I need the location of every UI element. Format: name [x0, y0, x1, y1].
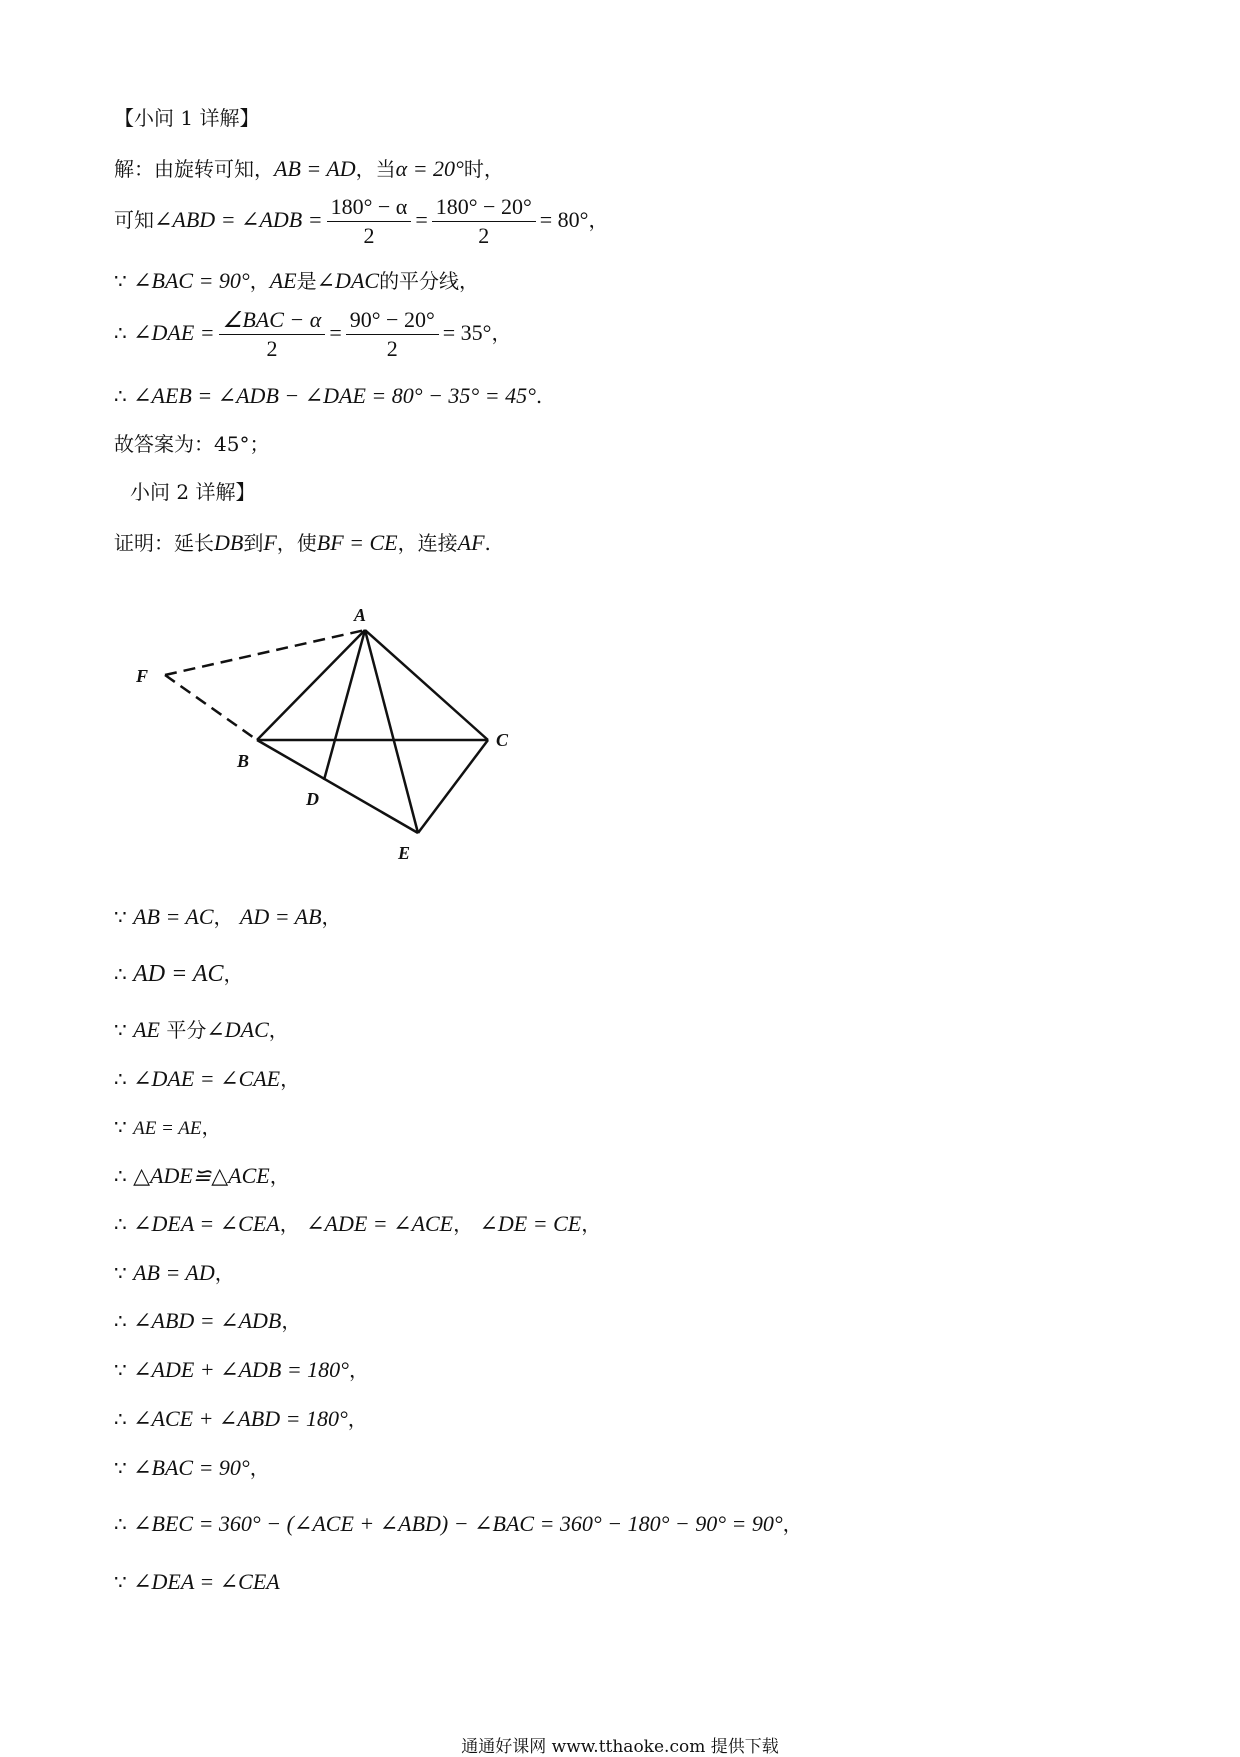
math-expr: ∠BAC = 90° [133, 268, 250, 293]
text: 平分 [166, 1018, 207, 1042]
proof-step [114, 1310, 301, 1332]
math-expr: ∠DEA = ∠CEA [133, 1211, 280, 1236]
proof-step [114, 1117, 222, 1138]
math-expr: ∠ABD = ∠ADB = [154, 207, 323, 232]
segment-fa-dashed [165, 630, 365, 675]
math-expr: α = 20° [395, 156, 464, 181]
math-expr: = 80° [539, 207, 589, 232]
text: ， [249, 269, 270, 293]
label-b: B [237, 751, 250, 771]
text: ，连接 [397, 531, 458, 555]
math-expr: AE = AE [133, 1118, 202, 1139]
fraction-denominator: 2 [266, 336, 278, 361]
proof-step [114, 1513, 803, 1535]
math-expr: AD = AB [239, 904, 322, 929]
fraction-numerator: ∠BAC − α [219, 309, 326, 335]
text: 的平分线， [379, 269, 480, 293]
text: ， [280, 1067, 301, 1091]
segment-fb-dashed [165, 675, 257, 740]
text: ， [223, 962, 244, 986]
math-expr: ∠AEB = ∠ADB − ∠DAE = 80° − 35° = 45° [133, 383, 536, 408]
math-expr: ∠ADE + ∠ADB = 180° [133, 1357, 349, 1382]
part1-line-1 [114, 158, 504, 180]
text: 到 [243, 531, 264, 555]
text: . [484, 531, 491, 555]
text: 证明：延长 [114, 531, 214, 555]
label-f: F [136, 666, 149, 686]
text: ， [491, 321, 512, 345]
part2-proof-intro [114, 532, 491, 554]
label-e: E [398, 843, 411, 863]
math-expr: AF [457, 530, 485, 555]
proof-step [114, 1571, 280, 1593]
fraction [432, 196, 536, 247]
math-expr: AE [269, 268, 297, 293]
fraction [327, 196, 412, 247]
label-a: A [354, 605, 367, 625]
therefore-symbol: ∴ [114, 1512, 127, 1536]
part1-line-2 [114, 196, 608, 247]
because-symbol: ∵ [114, 1456, 127, 1480]
fraction-numerator: 90° − 20° [346, 309, 439, 335]
segment-ac [365, 630, 488, 740]
math-expr: BF = CE [316, 530, 398, 555]
proof-step [114, 1359, 369, 1381]
proof-step [114, 1165, 290, 1187]
math-expr: AB = AC [133, 904, 214, 929]
math-expr: ∠ADE = ∠ACE [306, 1211, 454, 1236]
therefore-symbol: ∴ [114, 1164, 127, 1188]
math-expr: △ADE≌△ACE [133, 1163, 270, 1188]
therefore-symbol: ∴ [114, 1407, 127, 1431]
text: 可知 [114, 208, 154, 232]
text: ， [321, 905, 342, 929]
fraction [346, 309, 439, 360]
math-expr: ∠DAC [316, 268, 380, 293]
segment-ce [418, 740, 488, 833]
because-symbol: ∵ [114, 1570, 127, 1594]
math-expr: DB [214, 530, 244, 555]
math-expr: ∠DE = CE [479, 1211, 582, 1236]
fraction [219, 309, 326, 360]
text: . [535, 384, 543, 408]
segment-be [257, 740, 418, 833]
math-expr: AE [133, 1017, 160, 1042]
text: ， [348, 1358, 369, 1382]
math-expr: ∠ACE + ∠ABD = 180° [133, 1406, 348, 1431]
proof-step [114, 906, 342, 928]
fraction-numerator: 180° − 20° [432, 196, 536, 222]
proof-step [114, 1213, 601, 1235]
math-expr: = [415, 207, 428, 232]
text: ， [588, 208, 609, 232]
fraction-denominator: 2 [478, 223, 490, 248]
math-expr: ∠DAC [206, 1017, 269, 1042]
therefore-symbol: ∴ [114, 962, 127, 986]
therefore-symbol: ∴ [114, 1212, 127, 1236]
math-expr: = [329, 320, 342, 345]
math-expr: ∠BAC = 90° [133, 1455, 250, 1480]
text: ， [453, 1212, 474, 1236]
therefore-symbol: ∴ [114, 1067, 127, 1091]
fraction-numerator: 180° − α [327, 196, 412, 222]
because-symbol: ∵ [114, 269, 127, 293]
text: ， [279, 1212, 300, 1236]
part1-line-4 [114, 309, 511, 360]
fraction-denominator: 2 [363, 223, 375, 248]
text: ， [782, 1512, 803, 1536]
because-symbol: ∵ [114, 905, 127, 929]
text: 解：由旋转可知， [114, 157, 274, 181]
segment-ae [365, 630, 418, 833]
proof-step [114, 1408, 368, 1430]
math-expr: ∠DAE = [133, 320, 215, 345]
label-c: C [496, 730, 509, 750]
proof-step [114, 1019, 289, 1041]
math-expr: ∠DAE = ∠CAE [133, 1066, 281, 1091]
because-symbol: ∵ [114, 1018, 127, 1042]
geometry-figure [130, 595, 530, 865]
page-footer: 通通好课网 www.tthaoke.com 提供下载 [461, 1737, 779, 1757]
text: ， [269, 1164, 290, 1188]
fraction-denominator: 2 [386, 336, 398, 361]
math-expr: = 35° [442, 320, 492, 345]
therefore-symbol: ∴ [114, 384, 127, 408]
math-expr: AD = AC [133, 961, 224, 987]
text: ， [268, 1018, 289, 1042]
because-symbol: ∵ [114, 1115, 127, 1139]
text: ， [347, 1407, 368, 1431]
proof-step [114, 1262, 235, 1284]
text: ， [213, 905, 234, 929]
because-symbol: ∵ [114, 1261, 127, 1285]
math-expr: ∠DEA = ∠CEA [133, 1569, 280, 1594]
therefore-symbol: ∴ [114, 321, 127, 345]
math-expr: ∠ABD = ∠ADB [133, 1308, 282, 1333]
because-symbol: ∵ [114, 1358, 127, 1382]
part1-line-3 [114, 270, 479, 292]
part1-line-5 [114, 385, 542, 407]
text: ， [214, 1261, 235, 1285]
text: ，使 [276, 531, 317, 555]
label-d: D [306, 789, 319, 809]
part2-heading: 小问 2 详解】 [130, 480, 256, 504]
math-expr: F [263, 530, 277, 555]
proof-step [114, 962, 244, 986]
text: ， [201, 1115, 222, 1139]
part1-heading: 【小问 1 详解】 [114, 106, 260, 130]
text: ， [581, 1212, 602, 1236]
math-expr: AB = AD [133, 1260, 215, 1285]
text: ， [281, 1309, 302, 1333]
text: 时， [463, 157, 504, 181]
proof-step [114, 1457, 270, 1479]
text: ，当 [355, 157, 396, 181]
math-expr: AB = AD [274, 156, 356, 181]
math-expr: ∠BEC = 360° − (∠ACE + ∠ABD) − ∠BAC = 360° − 180° − 90° = 90° [133, 1511, 783, 1536]
proof-step [114, 1068, 300, 1090]
text: ， [249, 1456, 270, 1480]
text: 是 [296, 269, 317, 293]
therefore-symbol: ∴ [114, 1309, 127, 1333]
part1-answer: 故答案为：45°； [114, 432, 270, 456]
